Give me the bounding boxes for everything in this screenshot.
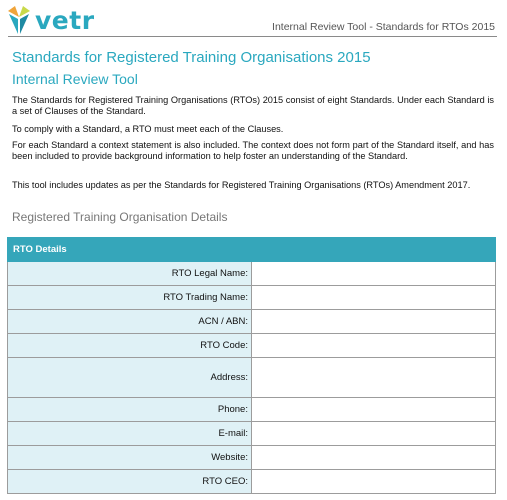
table-row bbox=[8, 358, 496, 398]
field-label: ACN / ABN: bbox=[8, 310, 252, 334]
field-label: Website: bbox=[8, 446, 252, 470]
website-field[interactable] bbox=[252, 446, 496, 470]
logo-text: vetr bbox=[35, 5, 95, 35]
vetr-logo-icon bbox=[6, 5, 32, 35]
field-label: RTO Legal Name: bbox=[8, 262, 252, 286]
vetr-logo bbox=[6, 4, 95, 36]
document-title: Standards for Registered Training Organisations 2015 bbox=[12, 49, 371, 66]
intro-paragraph: This tool includes updates as per the Standards for Registered Training Organisations (RTOs) Amendment 2017. bbox=[12, 180, 471, 190]
intro-paragraph: The Standards for Registered Training Organisations (RTOs) 2015 consist of eight Standards. Under each Standard is a set of Clauses of the Standard. bbox=[12, 95, 494, 117]
acn-abn-field[interactable] bbox=[252, 310, 496, 334]
field-label: RTO CEO: bbox=[8, 470, 252, 494]
table-header: RTO Details bbox=[8, 238, 496, 262]
field-label: E-mail: bbox=[8, 422, 252, 446]
rto-details-table bbox=[7, 237, 496, 494]
field-label: RTO Code: bbox=[8, 334, 252, 358]
section-heading: Registered Training Organisation Details bbox=[12, 210, 228, 224]
table-row bbox=[8, 310, 496, 334]
field-label: Address: bbox=[8, 358, 252, 398]
table-row bbox=[8, 446, 496, 470]
header-divider bbox=[8, 36, 497, 37]
phone-field[interactable] bbox=[252, 398, 496, 422]
intro-paragraph: To comply with a Standard, a RTO must meet each of the Clauses. bbox=[12, 124, 284, 134]
table-row bbox=[8, 422, 496, 446]
table-row bbox=[8, 398, 496, 422]
field-label: RTO Trading Name: bbox=[8, 286, 252, 310]
table-header-row bbox=[8, 238, 496, 262]
table-row bbox=[8, 470, 496, 494]
address-field[interactable] bbox=[252, 358, 496, 398]
rto-ceo-field[interactable] bbox=[252, 470, 496, 494]
rto-trading-name-field[interactable] bbox=[252, 286, 496, 310]
table-row bbox=[8, 334, 496, 358]
table-row bbox=[8, 262, 496, 286]
intro-paragraph: For each Standard a context statement is also included. The context does not form part of the Standard itself, and has been included to provide background information to help foster an understanding of the Standard. bbox=[12, 140, 494, 162]
page-header bbox=[0, 0, 507, 40]
field-label: Phone: bbox=[8, 398, 252, 422]
rto-legal-name-field[interactable] bbox=[252, 262, 496, 286]
header-title: Internal Review Tool - Standards for RTOs 2015 bbox=[272, 21, 495, 33]
table-row bbox=[8, 286, 496, 310]
rto-code-field[interactable] bbox=[252, 334, 496, 358]
email-field[interactable] bbox=[252, 422, 496, 446]
document-subtitle: Internal Review Tool bbox=[12, 71, 138, 87]
